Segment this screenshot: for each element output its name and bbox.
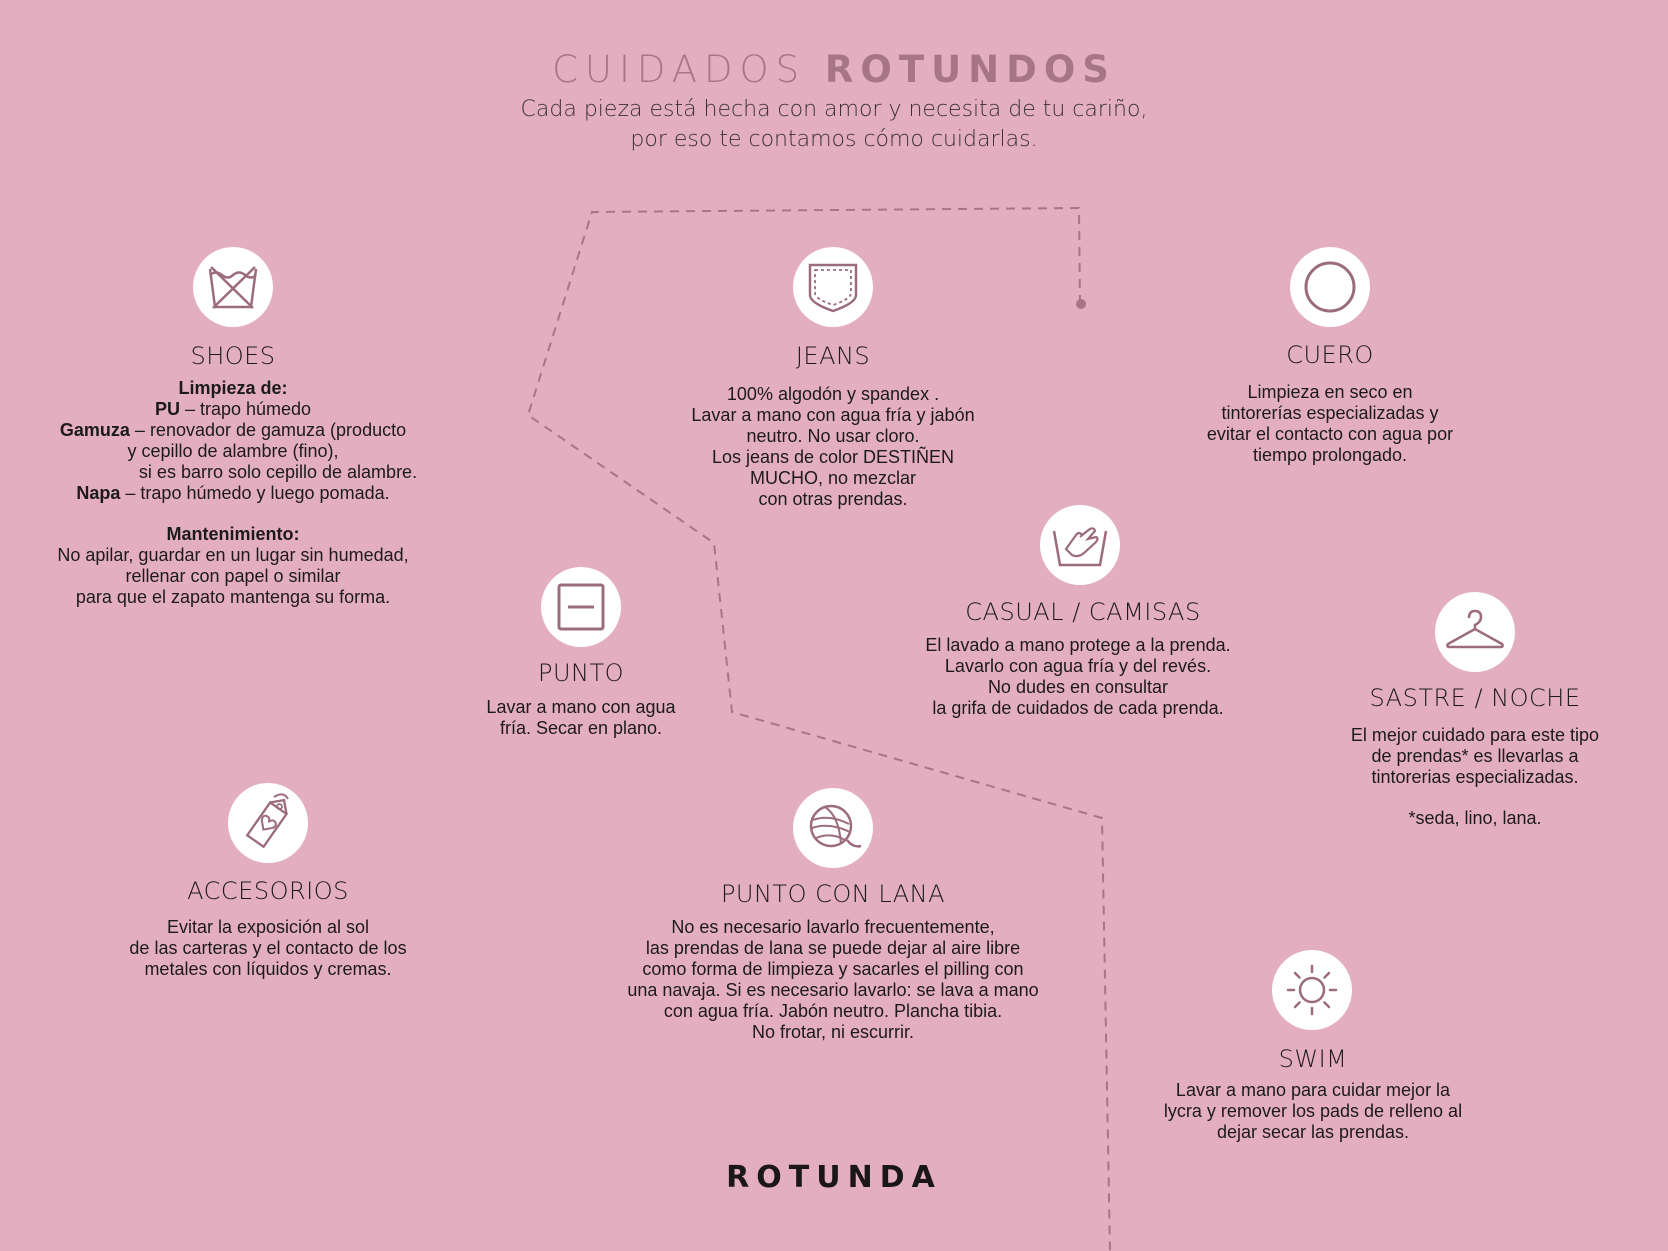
jeans-text (691, 384, 974, 510)
cuero-text (1207, 382, 1453, 466)
gamuza-line: si es barro solo cepillo de alambre. (138, 462, 418, 482)
title-bold: ROTUNDOS (824, 48, 1116, 91)
sun-icon (1272, 950, 1352, 1030)
napa-text: – trapo húmedo y luego pomada. (120, 483, 390, 503)
jeans-title: JEANS (795, 342, 871, 370)
cuero-title: CUERO (1286, 341, 1374, 369)
swim-line: lycra y remover los pads de relleno al (1163, 1101, 1463, 1121)
accesorios-line: metales con líquidos y cremas. (144, 959, 392, 979)
shoes-text (49, 378, 417, 608)
maint-line: No apilar, guardar en un lugar sin humedad, (57, 545, 409, 565)
gamuza-text: – renovador de gamuza (producto (129, 420, 407, 440)
accesorios-line: de las carteras y el contacto de los (129, 938, 407, 958)
jeans-line: neutro. No usar cloro. (746, 426, 920, 446)
sastre-line: El mejor cuidado para este tipo (1350, 725, 1600, 745)
jeans-line: MUCHO, no mezclar (749, 468, 917, 488)
lana-line: No frotar, ni escurrir. (751, 1022, 915, 1042)
no-wash-icon (193, 247, 273, 327)
sastre-title: SASTRE / NOCHE (1369, 684, 1581, 712)
shoes-title: SHOES (190, 342, 276, 370)
cuero-line: evitar el contacto con agua por (1206, 424, 1454, 444)
casual-title: CASUAL / CAMISAS (965, 598, 1201, 626)
jeans-line: Lavar a mano con agua fría y jabón (691, 405, 975, 425)
hand-wash-icon (1040, 505, 1120, 585)
page-subtitle (0, 95, 1668, 155)
lana-line: como forma de limpieza y sacarles el pilling con (642, 959, 1024, 979)
pu-label: PU (154, 399, 180, 419)
subtitle-line: Cada pieza está hecha con amor y necesita de tu cariño, (520, 97, 1148, 122)
sastre-text (1351, 725, 1599, 829)
shoes-heading-maintenance: Mantenimiento: (166, 524, 300, 544)
sastre-line: de prendas* es llevarlas a (1371, 746, 1579, 766)
swim-text (1164, 1080, 1462, 1143)
napa-label: Napa (76, 483, 121, 503)
lana-title: PUNTO CON LANA (720, 880, 946, 908)
title-light: CUIDADOS (552, 48, 807, 91)
shoes-heading-cleaning: Limpieza de: (178, 378, 288, 398)
punto-line: Lavar a mano con agua (486, 697, 676, 717)
punto-text (486, 697, 675, 739)
jeans-line: con otras prendas. (758, 489, 908, 509)
swim-line: dejar secar las prendas. (1216, 1122, 1410, 1142)
swim-line: Lavar a mano para cuidar mejor la (1175, 1080, 1451, 1100)
lana-text (627, 917, 1038, 1043)
accesorios-title: ACCESORIOS (187, 877, 349, 905)
jeans-line: 100% algodón y spandex . (726, 384, 940, 404)
page-title (0, 48, 1668, 91)
casual-line: No dudes en consultar (987, 677, 1169, 697)
lana-line: las prendas de lana se puede dejar al aire libre (645, 938, 1021, 958)
gamuza-line: y cepillo de alambre (fino), (127, 441, 339, 461)
punto-title: PUNTO (537, 659, 625, 687)
pocket-icon (793, 247, 873, 327)
casual-line: El lavado a mano protege a la prenda. (925, 635, 1231, 655)
punto-line: fría. Secar en plano. (499, 718, 663, 738)
cuero-line: tiempo prolongado. (1252, 445, 1408, 465)
dry-clean-icon (1290, 247, 1370, 327)
dry-flat-icon (541, 567, 621, 647)
tag-heart-icon (228, 783, 308, 863)
maint-line: para que el zapato mantenga su forma. (75, 587, 391, 607)
lana-line: No es necesario lavarlo frecuentemente, (671, 917, 995, 937)
accesorios-text (129, 917, 406, 980)
brand-logo: ROTUNDA (726, 1160, 942, 1195)
sastre-note: *seda, lino, lana. (1408, 808, 1542, 828)
cuero-line: tintorerías especializadas y (1221, 403, 1439, 423)
jeans-line: Los jeans de color DESTIÑEN (711, 447, 955, 467)
pu-text: – trapo húmedo (179, 399, 312, 419)
casual-line: la grifa de cuidados de cada prenda. (932, 698, 1224, 718)
lana-line: una navaja. Si es necesario lavarlo: se lava a mano (627, 980, 1039, 1000)
accesorios-line: Evitar la exposición al sol (166, 917, 370, 937)
subtitle-line: por eso te contamos cómo cuidarlas. (630, 127, 1038, 152)
swim-title: SWIM (1278, 1045, 1348, 1073)
gamuza-label: Gamuza (59, 420, 130, 440)
cuero-line: Limpieza en seco en (1247, 382, 1413, 402)
sastre-line: tintorerias especializadas. (1371, 767, 1579, 787)
casual-text (925, 635, 1230, 719)
hanger-icon (1435, 592, 1515, 672)
lana-line: con agua fría. Jabón neutro. Plancha tibia. (663, 1001, 1003, 1021)
casual-line: Lavarlo con agua fría y del revés. (944, 656, 1212, 676)
yarn-ball-icon (793, 788, 873, 868)
maint-line: rellenar con papel o similar (125, 566, 341, 586)
